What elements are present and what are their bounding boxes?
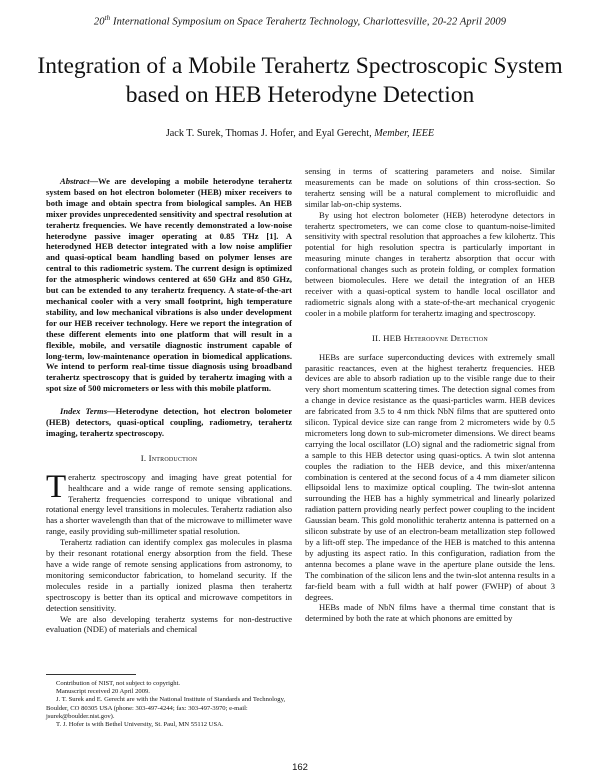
abstract-text: —We are developing a mobile heterodyne terahertz system based on hot electron bolometer (HEB) mixer receivers to both image and obtain spectra from biological samples. An HEB mixer provides unprecedented sensitivity and spectral resolution at terahertz frequencies. We have recently demonstrated a low-noise heterodyne passive imager operating at 0.85 THz [1]. A heterodyned HEB detector integrated with a low noise amplifier and quasi-optical beam handling based on polymer lenses are central to this radiometric system. The current design is optimized for the atmospheric windows centered at 650 GHz and 850 GHz, but can be extended to any terahertz frequency. A state-of-the-art mechanical cooler with a very small footprint, high temperature stability, and low mechanical vibrations is also under development for our HEB receiver technology. Here we report the integration of these different elements into one platform that will result in a flexible, mobile, and versatile diagnostic instrument capable of long-term, low-maintenance operation in biomedical applications. We intend to perform real-time tissue diagnosis using broadband terahertz spectroscopy that is guided by terahertz imaging with a spot size of 500 micrometers or less with this mobile platform. (46, 176, 292, 394)
footnote-1: Contribution of NIST, not subject to copyright. (56, 680, 181, 687)
intro-p1-text: erahertz spectroscopy and imaging have great potential for healthcare and a wide range of remote sensing applications. Terahertz frequencies correspond to unique vibrational and rotational energy level transitions in molecules. Terahertz radiation also has a shorter wavelength than that of the microwave to millimeter wave range, easily providing sub-millimeter spatial resolution. (46, 471, 292, 537)
footnote-3: J. T. Surek and E. Gerecht are with the National Institute of Standards and Technology, Boulder, CO 80305 USA (phone: 303-497-4244; fax: 303-497-3970; e-mail: jsurek@boulder.nist.gov). (46, 696, 286, 720)
intro-continuation: sensing in terms of scattering parameters and noise. Similar measurements can be made on solutions of thin cross-section. So terahertz sensing will be a natural complement to microfluidic and similar lab-on-chip systems. (305, 166, 555, 209)
index-terms-lead: Index Terms (60, 406, 108, 417)
abstract-lead: Abstract (60, 176, 90, 186)
left-column (46, 176, 292, 635)
index-terms (46, 406, 292, 439)
author-line: Jack T. Surek, Thomas J. Hofer, and Eyal Gerecht, Member, IEEE (165, 128, 435, 139)
paper-title: Integration of a Mobile Terahertz Spectroscopic System based on HEB Heterodyne Detection (37, 53, 563, 108)
section-heading-heb (305, 333, 555, 344)
header-ordinal: 20 (93, 16, 105, 28)
intro-paragraph-heb: By using hot electron bolometer (HEB) heterodyne detectors in terahertz spectrometers, we can come close to quantum-noise-limited sensitivity with spectral resolution that approaches a few kilohertz. This potential for high resolution spectra is particularly important in measuring minute changes in terahertz absorption that occur with conformational changes such as protein folding, or complex formation between biomolecules. Here we detail the integration of an HEB receiver with a quasi-optical system to handle local oscillator and radiometric signals along with a state-of-the-art mechanical cryogenic cooler in a mobile platform for terahertz imaging and spectroscopy. (305, 209, 555, 318)
header-text: International Symposium on Space Terahertz Technology, Charlottesville, 20-22 April 2009 (112, 16, 507, 28)
footnotes (46, 680, 292, 729)
section2-numeral: II. (372, 332, 381, 343)
author-membership: Member, IEEE (374, 128, 435, 139)
page-number: 162 (292, 762, 308, 773)
index-terms-text: —Heterodyne detection, hot electron bolometer (HEB) detectors, quasi-optical coupling, radiometry, terahertz imaging, terahertz spectroscopy. (46, 406, 292, 438)
header-ordinal-suffix: th (104, 14, 111, 22)
author-names: Jack T. Surek, Thomas J. Hofer, and Eyal Gerecht (165, 128, 370, 139)
heb-paragraph-1: HEBs are surface superconducting devices with extremely small parasitic reactances, even at the highest terahertz frequencies. HEB devices are able to absorb radiation up to the visible range due to their very short momentum scattering times. The detection signal comes from a change in device resistance as the quasi-particles warm. HEB devices are fabricated from 3.5 to 4 nm thick NbN films that are sputtered onto silicon. Typical device size can range from 2 micrometers wide by 0.5 micrometers long down to sub-micrometer dimensions. We direct beams carrying the local oscillator (LO) signal and the radiometric signal from a sample to this HEB detector using quasi-optics. A twin slot antenna couples the radiation to the HEB device, and this mixer/antenna combination is centered at the second focus of a 4 mm diameter silicon ellipsoidal lens to maximize optical coupling. The twin-slot antenna surrounding the HEB has a highly symmetrical and linearly polarized radiation pattern providing nearly perfect power coupling to the incident Gaussian beam. This gold monolithic terahertz antenna is patterned on a silicon substrate by use of an electron-beam metallization step followed by a lift-off step. The impedance of the HEB is matched to this antenna by adjusting its aspect ratio. In this configuration, radiation from the antenna becomes a plane wave in the aperture plane outside the lens. The combination of the silicon lens and the twin-slot antenna results in a far-field beam with a full width at half power (FWHP) of about 3 degrees. (305, 351, 555, 602)
footnote-rule (46, 674, 136, 675)
section-heading-introduction (46, 453, 292, 464)
intro-paragraph-3: We are also developing terahertz systems for non-destructive evaluation (NDE) of materials and chemical (46, 613, 292, 635)
footnote-2: Manuscript received 20 April 2009. (56, 688, 150, 696)
drop-cap: T (46, 468, 67, 505)
abstract (46, 176, 292, 394)
intro-paragraph-1 (46, 468, 292, 537)
section-numeral: I. (140, 452, 147, 463)
heb-paragraph-2: HEBs made of NbN films have a thermal time constant that is determined by both the rate at which phonons are emitted by (305, 602, 555, 624)
intro-paragraph-2: Terahertz radiation can identify complex gas molecules in plasma by their resonant rotational energy absorption from the field. These have a wide range of remote sensing applications from astronomy, to monitoring semiconductor fabrication, to homeland security. If the molecules reside in a partially ionized plasma then terahertz spectroscopy is better than its optical and microwave competitors in detection sensitivity. (46, 537, 292, 613)
right-column (305, 166, 555, 624)
footnote-4: T. J. Hofer is with Bethel University, St. Paul, MN 55112 USA. (56, 721, 224, 729)
conference-header (0, 14, 600, 28)
section2-title: HEB Heterodyne Detection (383, 332, 488, 343)
section-title: Introduction (148, 452, 198, 463)
